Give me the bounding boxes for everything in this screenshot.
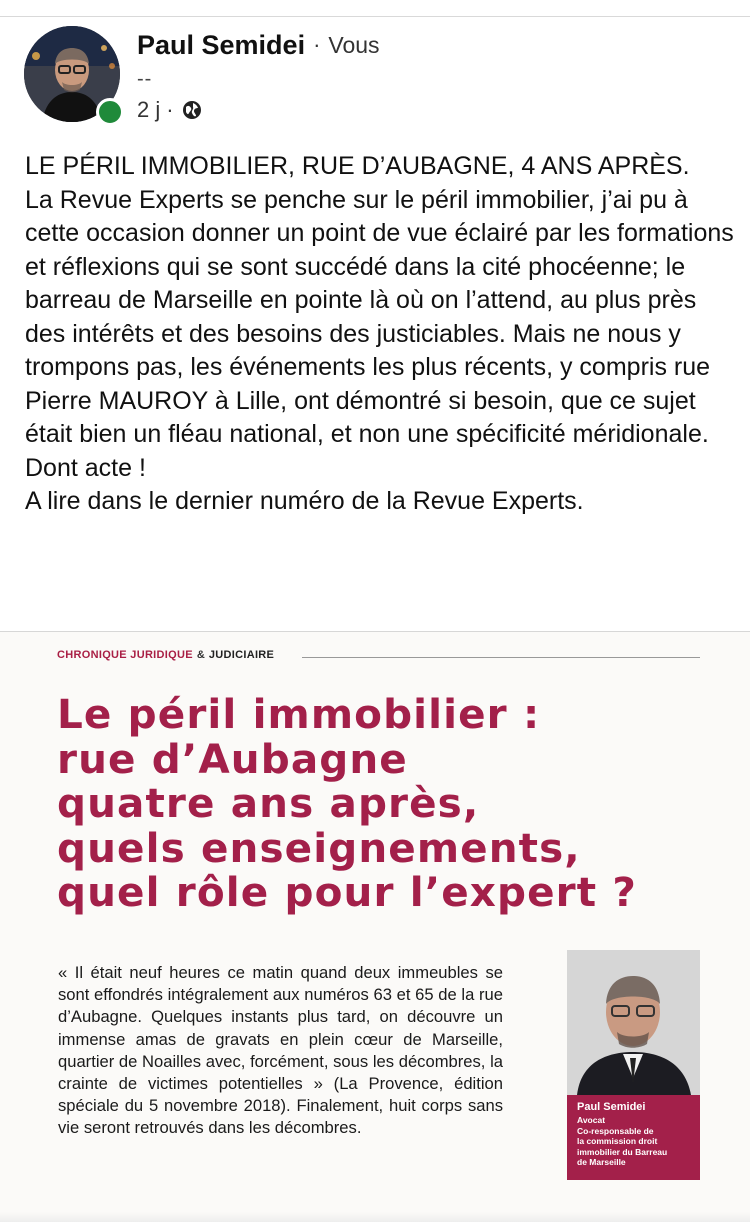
rubric-part1: CHRONIQUE JURIDIQUE (57, 649, 193, 661)
role-line: Co-responsable de (577, 1125, 654, 1136)
caption-author-name: Paul Semidei (577, 1101, 646, 1113)
post-text (25, 150, 737, 519)
author-name[interactable]: Paul Semidei (137, 29, 306, 60)
role-line: la commission droit (577, 1136, 658, 1146)
rubric-ampersand: & (196, 649, 205, 661)
title-line: Le péril immobilier : (57, 690, 541, 738)
online-status-indicator (96, 98, 124, 126)
title-line: rue d’Aubagne (57, 734, 408, 783)
title-line: quatre ans après, (57, 779, 480, 827)
post-paragraph: LE PÉRIL IMMOBILIER, RUE D’AUBAGNE, 4 ANS APRÈS. (25, 152, 690, 180)
title-line: quel rôle pour l’expert ? (57, 868, 637, 916)
post-header (137, 28, 380, 62)
post-paragraph: Dont acte ! (25, 453, 146, 482)
title-line: quels enseignements, (57, 823, 581, 872)
caption-author-role (577, 1115, 695, 1168)
article-rubric (57, 649, 274, 661)
author-portrait (567, 950, 700, 1095)
separator-dot: · (313, 32, 321, 57)
post-time[interactable]: 2 j (137, 97, 161, 122)
globe-icon (182, 100, 202, 120)
post-meta (137, 95, 202, 125)
author-caption-box (567, 1095, 700, 1180)
author-headline: -- (137, 68, 153, 90)
role-line: Avocat (577, 1115, 606, 1125)
image-bottom-edge (0, 1212, 750, 1222)
article-title (57, 692, 727, 915)
rubric-rule (302, 657, 700, 658)
role-line: de Marseille (577, 1157, 626, 1167)
audience-label: Vous (328, 31, 380, 58)
rubric-part2: JUDICIAIRE (208, 649, 275, 661)
top-divider (0, 16, 750, 17)
post-paragraph: A lire dans le dernier numéro de la Revue Experts. (25, 487, 584, 515)
role-line: immobilier du Barreau (577, 1146, 668, 1157)
post-paragraph: La Revue Experts se penche sur le péril immobilier, j’ai pu à cette occasion donner un point de vue éclairé par les formations et réflexions qui se sont succédé dans la cité phocéenne; le barreau de Marseille en pointe là où on l’attend, au plus près des intérêts et des besoins des justiciables. Mais ne nous y trompons pas, les événements les plus récents, y compris rue Pierre MAUROY à Lille, ont démontré si besoin, que ce sujet était bien un fléau national, et non une spécificité méridionale. (25, 185, 734, 448)
post-image-article[interactable] (0, 632, 750, 1222)
meta-separator-dot: · (166, 97, 174, 122)
article-body: « Il était neuf heures ce matin quand deux immeubles se sont effondrés intégralement aux numéros 63 et 65 de la rue d’Aubagne. Quelques instants plus tard, on découvre un immense amas de gravats en plein cœur de Marseille, quartier de Noailles avec, forcément, sous les décombres, la crainte de victimes potentielles » (La Provence, édition spéciale du 5 novembre 2018). Finalement, huit corps sans vie seront retrouvés dans les décombres. (58, 963, 503, 1138)
